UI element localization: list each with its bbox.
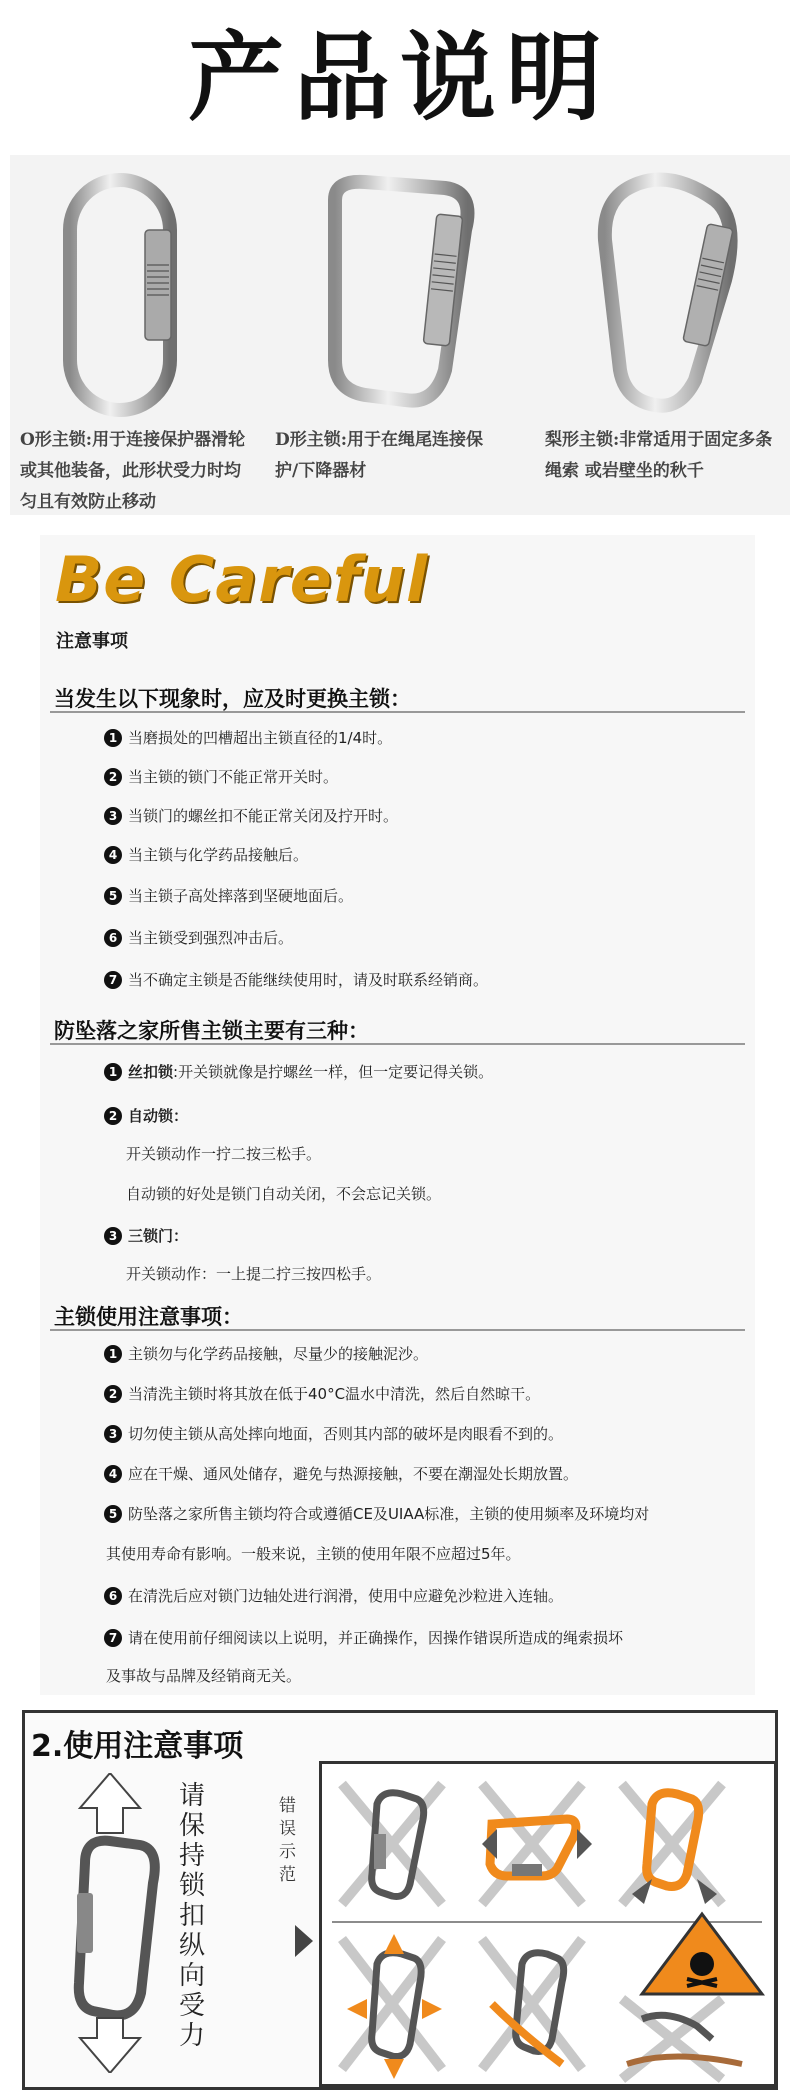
list-item: 1 当磨损处的凹槽超出主锁直径的1/4时。: [104, 727, 392, 748]
usage-section: [22, 1710, 778, 2090]
list-item: 2 当主锁的锁门不能正常开关时。: [104, 766, 338, 787]
wrong-example-label: 错误示范: [279, 1796, 296, 1885]
usage-title: 2.使用注意事项: [31, 1729, 244, 1764]
pear-carabiner-image: [565, 170, 765, 420]
d-carabiner-image: [295, 170, 495, 420]
list-item: 4 应在干燥、通风处储存，避免与热源接触，不要在潮湿处长期放置。: [104, 1463, 578, 1484]
careful-subtitle: 注意事项: [56, 631, 128, 652]
usage-notes-heading: 主锁使用注意事项：: [54, 1305, 243, 1329]
list-item: 3 三锁门：: [104, 1225, 188, 1246]
o-shape-description: O形主锁:用于连接保护器滑轮或其他装备，此形状受力时均匀且有效防止移动: [20, 430, 246, 512]
warning-icon: [642, 1914, 762, 1994]
list-item: 1 主锁勿与化学药品接触，尽量少的接触泥沙。: [104, 1343, 428, 1364]
wrong-example-5: [482, 1939, 582, 2069]
list-item: 3 切勿使主锁从高处摔向地面，否则其内部的破坏是肉眼看不到的。: [104, 1423, 563, 1444]
wrong-example-4: [342, 1934, 442, 2079]
list-item: 7 请在使用前仔细阅读以上说明，并正确操作，因操作错误所造成的绳索损坏: [104, 1627, 623, 1648]
careful-section: [40, 535, 755, 1695]
list-item: 6 当主锁受到强烈冲击后。: [104, 927, 293, 948]
o-carabiner-image: [30, 170, 210, 420]
d-shape-card: [275, 155, 515, 515]
be-careful-title: Be Careful: [55, 543, 429, 616]
wrong-example-6: [622, 1999, 742, 2079]
triple-lock-line1: 开关锁动作：一上提二拧三按四松手。: [126, 1265, 382, 1283]
carabiner-types-section: [10, 155, 790, 515]
divider: [50, 1329, 745, 1331]
d-shape-description: D形主锁:用于在绳尾连接保护/下降器材: [275, 430, 484, 481]
replace-heading: 当发生以下现象时，应及时更换主锁：: [54, 687, 411, 711]
types-heading: 防坠落之家所售主锁主要有三种：: [54, 1019, 369, 1043]
page-title: 产品说明: [188, 21, 612, 134]
list-item: 5 防坠落之家所售主锁均符合或遵循CE及UIAA标准，主锁的使用频率及环境均对: [104, 1503, 649, 1524]
pear-shape-card: [545, 155, 785, 515]
wrong-example-2: [482, 1784, 592, 1904]
o-shape-card: [10, 155, 250, 515]
list-item: 7 当不确定主锁是否能继续使用时，请及时联系经销商。: [104, 969, 488, 990]
auto-lock-line2: 自动锁的好处是锁门自动关闭，不会忘记关锁。: [126, 1185, 442, 1203]
wrong-examples-box: [319, 1761, 777, 2087]
list-item: 2 自动锁：: [104, 1105, 188, 1126]
divider: [50, 711, 745, 713]
list-item: 3 当锁门的螺丝扣不能正常关闭及拧开时。: [104, 805, 398, 826]
item7-continued: 及事故与品牌及经销商无关。: [106, 1667, 302, 1685]
list-item: 1 丝扣锁 :开关锁就像是拧螺丝一样，但一定要记得关锁。: [104, 1061, 493, 1082]
correct-usage-illustration: [45, 1773, 175, 2073]
wrong-examples-illustration: [322, 1764, 774, 2084]
list-item: 4 当主锁与化学药品接触后。: [104, 844, 308, 865]
list-item: 5 当主锁子高处摔落到坚硬地面后。: [104, 885, 353, 906]
pear-shape-description: 梨形主锁:非常适用于固定多条绳索 或岩壁坐的秋千: [545, 430, 773, 481]
arrow-right-icon: [293, 1923, 315, 1959]
wrong-example-1: [342, 1784, 442, 1904]
divider: [50, 1043, 745, 1045]
list-item: 6 在清洗后应对锁门边轴处进行润滑，使用中应避免沙粒进入连轴。: [104, 1585, 563, 1606]
vertical-instruction: 请保持锁扣纵向受力: [178, 1781, 205, 2051]
auto-lock-line1: 开关锁动作一拧二按三松手。: [126, 1145, 322, 1163]
item5-continued: 其使用寿命有影响。一般来说，主锁的使用年限不应超过5年。: [106, 1545, 521, 1563]
list-item: 2 当清洗主锁时将其放在低于40°C温水中清洗，然后自然晾干。: [104, 1383, 540, 1404]
wrong-example-3: [622, 1784, 722, 1904]
